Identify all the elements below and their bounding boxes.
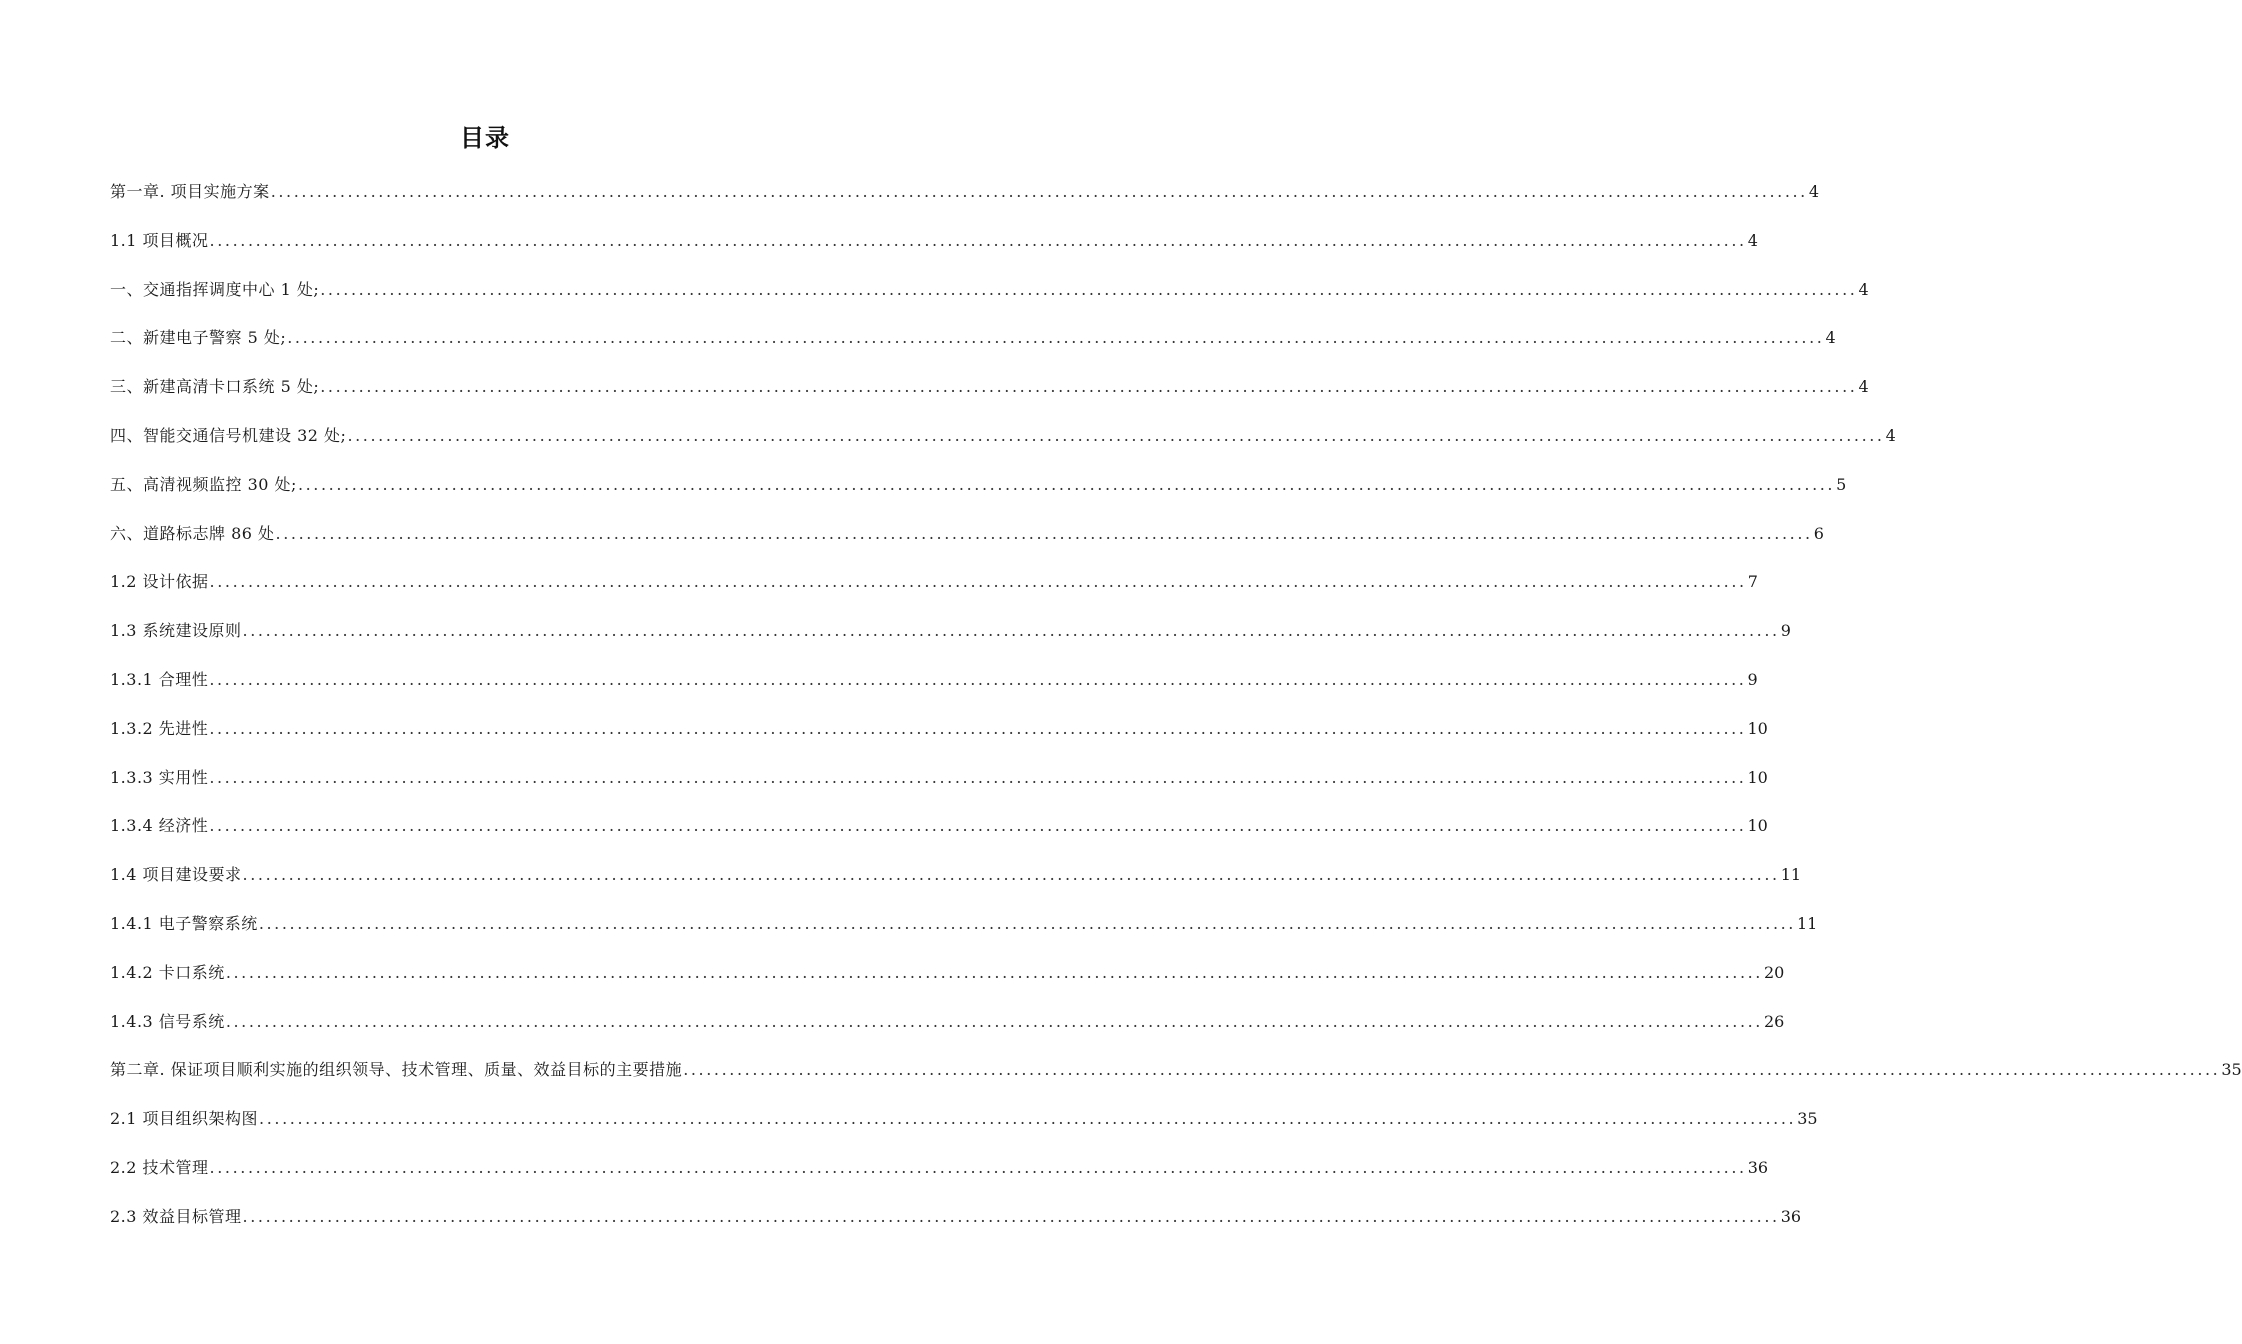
toc-entry-page-number: 35: [1797, 1109, 1818, 1129]
toc-entry-label: 1.4.1 电子警察系统: [110, 913, 258, 933]
toc-entry-page-number: 36: [1780, 1206, 1802, 1226]
toc-list: [110, 176, 2242, 1250]
toc-entry-page-number: 11: [1780, 865, 1802, 885]
toc-entry[interactable]: [110, 713, 1768, 762]
toc-title: 目录: [460, 124, 510, 152]
toc-entry-label: 1.4.2 卡口系统: [110, 962, 225, 982]
toc-entry[interactable]: [110, 518, 1824, 567]
toc-entry-label: 1.2 设计依据: [110, 572, 209, 592]
toc-entry-label: 2.2 技术管理: [110, 1157, 209, 1177]
toc-dot-leader: ........................................................................................................................................................................................................: [209, 230, 1747, 250]
toc-entry-page-number: 6: [1813, 523, 1824, 543]
toc-entry-label: 一、交通指挥调度中心 1 处;: [110, 279, 320, 299]
toc-entry-page-number: 9: [1747, 669, 1758, 689]
toc-dot-leader: ........................................................................................................................................................................................................: [320, 279, 1858, 299]
toc-entry-page-number: 10: [1747, 816, 1768, 836]
toc-entry-label: 1.3.3 实用性: [110, 767, 209, 787]
toc-entry[interactable]: [110, 176, 1820, 225]
toc-entry-label: 六、道路标志牌 86 处: [110, 523, 275, 543]
toc-entry-label: 三、新建高清卡口系统 5 处;: [110, 377, 320, 397]
toc-entry-page-number: 5: [1836, 474, 1847, 494]
toc-entry-label: 1.3 系统建设原则: [110, 621, 242, 641]
toc-dot-leader: ........................................................................................................................................................................................................: [297, 474, 1836, 494]
toc-entry-page-number: 4: [1885, 425, 1896, 445]
toc-dot-leader: ........................................................................................................................................................................................................: [242, 1206, 1780, 1226]
toc-dot-leader: ........................................................................................................................................................................................................: [259, 1109, 1797, 1129]
toc-entry-label: 1.4.3 信号系统: [110, 1011, 225, 1031]
toc-dot-leader: ........................................................................................................................................................................................................: [209, 767, 1747, 787]
toc-entry[interactable]: [110, 762, 1768, 811]
toc-entry[interactable]: [110, 1152, 1769, 1201]
toc-entry-label: 1.3.4 经济性: [110, 816, 209, 836]
toc-entry[interactable]: [110, 664, 1758, 713]
toc-dot-leader: ........................................................................................................................................................................................................: [209, 572, 1747, 592]
toc-dot-leader: ........................................................................................................................................................................................................: [225, 1011, 1763, 1031]
toc-entry[interactable]: [110, 1201, 1802, 1250]
toc-entry[interactable]: [110, 1006, 1785, 1055]
toc-entry-label: 2.3 效益目标管理: [110, 1206, 242, 1226]
toc-entry-label: 1.4 项目建设要求: [110, 865, 242, 885]
toc-entry-page-number: 4: [1747, 230, 1758, 250]
toc-entry-page-number: 36: [1747, 1157, 1769, 1177]
toc-entry[interactable]: [110, 859, 1802, 908]
toc-entry-label: 2.1 项目组织架构图: [110, 1109, 259, 1129]
toc-entry-page-number: 4: [1808, 182, 1820, 201]
toc-entry[interactable]: [110, 908, 1818, 957]
toc-dot-leader: ........................................................................................................................................................................................................: [242, 865, 1780, 885]
toc-entry-page-number: 4: [1858, 377, 1869, 397]
toc-dot-leader: ........................................................................................................................................................................................................: [209, 718, 1747, 738]
toc-dot-leader: ........................................................................................................................................................................................................: [209, 1157, 1747, 1177]
toc-entry[interactable]: [110, 420, 1896, 469]
toc-entry[interactable]: [110, 566, 1758, 615]
toc-entry-page-number: 11: [1797, 913, 1818, 933]
toc-entry-page-number: 7: [1747, 572, 1758, 592]
toc-entry-label: 五、高清视频监控 30 处;: [110, 474, 297, 494]
toc-entry[interactable]: [110, 615, 1791, 664]
toc-entry-label: 1.3.1 合理性: [110, 669, 209, 689]
toc-dot-leader: ........................................................................................................................................................................................................: [320, 377, 1858, 397]
toc-entry-label: 第一章. 项目实施方案: [110, 182, 270, 201]
toc-entry-page-number: 20: [1764, 962, 1785, 982]
toc-entry-label: 第二章. 保证项目顺利实施的组织领导、技术管理、质量、效益目标的主要措施: [110, 1060, 683, 1080]
toc-entry-page-number: 10: [1747, 767, 1768, 787]
toc-entry-page-number: 4: [1825, 328, 1836, 348]
toc-entry[interactable]: [110, 274, 1869, 323]
toc-entry[interactable]: [110, 322, 1836, 371]
toc-entry-page-number: 9: [1780, 621, 1791, 641]
toc-entry[interactable]: [110, 371, 1869, 420]
toc-entry-label: 1.1 项目概况: [110, 230, 209, 250]
toc-entry[interactable]: [110, 469, 1847, 518]
toc-dot-leader: ........................................................................................................................................................................................................: [683, 1060, 2221, 1080]
toc-entry[interactable]: [110, 1103, 1818, 1152]
toc-entry-page-number: 4: [1858, 279, 1869, 299]
toc-dot-leader: ........................................................................................................................................................................................................: [347, 425, 1885, 445]
toc-dot-leader: ........................................................................................................................................................................................................: [270, 182, 1808, 201]
toc-entry-page-number: 35: [2221, 1060, 2242, 1080]
toc-entry-label: 1.3.2 先进性: [110, 718, 209, 738]
toc-entry-label: 四、智能交通信号机建设 32 处;: [110, 425, 347, 445]
toc-entry[interactable]: [110, 810, 1768, 859]
toc-dot-leader: ........................................................................................................................................................................................................: [287, 328, 1825, 348]
toc-dot-leader: ........................................................................................................................................................................................................: [242, 621, 1780, 641]
toc-entry-label: 二、新建电子警察 5 处;: [110, 328, 287, 348]
toc-entry[interactable]: [110, 1054, 2242, 1103]
toc-dot-leader: ........................................................................................................................................................................................................: [275, 523, 1813, 543]
toc-dot-leader: ........................................................................................................................................................................................................: [225, 962, 1763, 982]
toc-entry-page-number: 26: [1764, 1011, 1785, 1031]
toc-entry-page-number: 10: [1747, 718, 1768, 738]
toc-dot-leader: ........................................................................................................................................................................................................: [258, 913, 1796, 933]
toc-entry[interactable]: [110, 957, 1785, 1006]
toc-dot-leader: ........................................................................................................................................................................................................: [209, 816, 1747, 836]
toc-dot-leader: ........................................................................................................................................................................................................: [209, 669, 1747, 689]
toc-entry[interactable]: [110, 225, 1758, 274]
